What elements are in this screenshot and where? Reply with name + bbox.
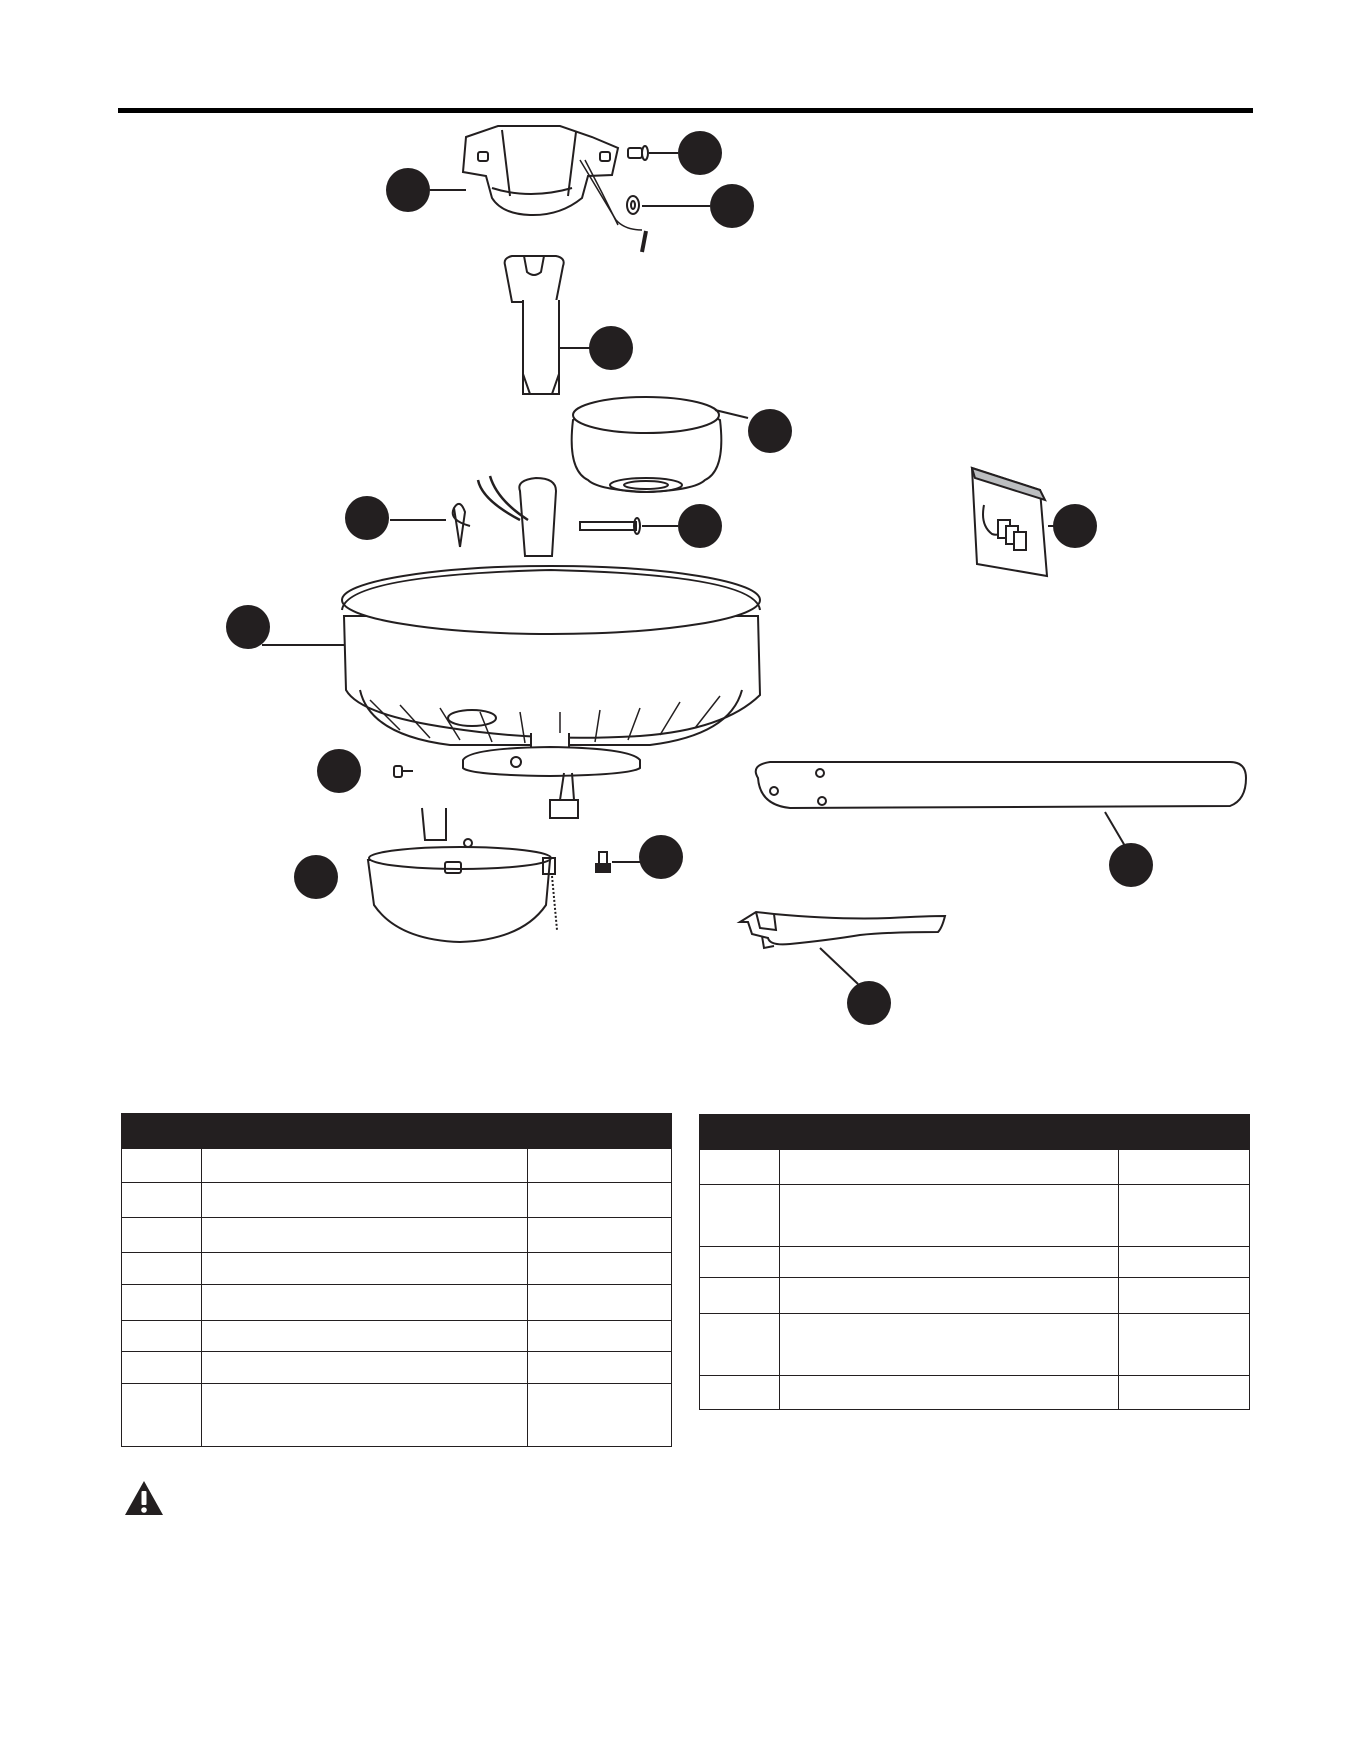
table-row [122, 1384, 672, 1447]
header-quantity [1118, 1115, 1249, 1150]
cell-part [122, 1285, 202, 1321]
callout-lock-washer [710, 184, 754, 228]
cell-part [122, 1253, 202, 1285]
wire-connector-drawing [596, 852, 640, 872]
table-row [122, 1183, 672, 1218]
cell-part [700, 1185, 780, 1247]
cell-part [122, 1218, 202, 1253]
table-row [700, 1185, 1250, 1247]
cell-quantity [527, 1285, 671, 1321]
table-row [122, 1218, 672, 1253]
hairpin-clip-drawing [390, 504, 470, 547]
cell-part [700, 1278, 780, 1314]
table-row [122, 1285, 672, 1321]
cell-part [122, 1384, 202, 1447]
cell-quantity [527, 1218, 671, 1253]
callout-switch-housing [294, 855, 338, 899]
header-description [779, 1115, 1118, 1150]
callout-downrod [589, 326, 633, 370]
cell-part [700, 1376, 780, 1410]
table-row [700, 1376, 1250, 1410]
cell-quantity [1118, 1150, 1249, 1185]
cell-quantity [527, 1149, 671, 1183]
header-description [201, 1114, 527, 1149]
callout-bracket-screw [678, 131, 722, 175]
callout-mounting-bracket [386, 168, 430, 212]
fan-blade-drawing [756, 762, 1246, 846]
cell-description [201, 1253, 527, 1285]
table-row [700, 1150, 1250, 1185]
cell-quantity [527, 1253, 671, 1285]
switch-housing-screw-drawing [394, 766, 413, 777]
callout-canopy [748, 409, 792, 453]
warning-triangle-icon [124, 1480, 164, 1516]
cell-part [700, 1150, 780, 1185]
hardware-bag-drawing [972, 468, 1047, 576]
table-header-row [122, 1114, 672, 1149]
cell-quantity [527, 1352, 671, 1384]
table-row [122, 1321, 672, 1352]
callout-wire-connector [639, 835, 683, 879]
callout-hairpin-clip [345, 496, 389, 540]
table-row [700, 1314, 1250, 1376]
cell-part [122, 1352, 202, 1384]
cell-description [779, 1376, 1118, 1410]
cell-description [201, 1183, 527, 1218]
cell-description [779, 1314, 1118, 1376]
parts-table-right [699, 1114, 1250, 1410]
callout-hardware-bag [1053, 504, 1097, 548]
cell-quantity [1118, 1185, 1249, 1247]
cell-part [122, 1149, 202, 1183]
callout-fan-blade [1109, 843, 1153, 887]
table-header-row [700, 1115, 1250, 1150]
header-part [122, 1114, 202, 1149]
cell-description [779, 1150, 1118, 1185]
cell-part [122, 1183, 202, 1218]
cell-quantity [1118, 1278, 1249, 1314]
cell-description [201, 1149, 527, 1183]
header-part [700, 1115, 780, 1150]
canopy-drawing [572, 397, 748, 492]
callout-motor-housing [226, 605, 270, 649]
switch-housing-drawing [368, 808, 557, 942]
cell-description [201, 1218, 527, 1253]
table-row [122, 1149, 672, 1183]
cell-description [779, 1247, 1118, 1278]
cell-quantity [1118, 1314, 1249, 1376]
cell-quantity [527, 1384, 671, 1447]
cell-quantity [1118, 1376, 1249, 1410]
cell-quantity [1118, 1247, 1249, 1278]
cell-part [700, 1247, 780, 1278]
cell-description [201, 1384, 527, 1447]
table-row [700, 1278, 1250, 1314]
cell-description [779, 1278, 1118, 1314]
callout-switch-housing-screw [317, 749, 361, 793]
blade-arm-drawing [740, 912, 945, 984]
cell-description [201, 1285, 527, 1321]
parts-table-left [121, 1113, 672, 1447]
cell-description [779, 1185, 1118, 1247]
table-row [700, 1247, 1250, 1278]
cell-description [201, 1352, 527, 1384]
cell-part [122, 1321, 202, 1352]
warning-notice [124, 1478, 178, 1518]
table-row [122, 1352, 672, 1384]
mounting-bracket-drawing [463, 126, 646, 252]
table-row [122, 1253, 672, 1285]
callout-blade-arm [847, 981, 891, 1025]
downrod-drawing [505, 256, 590, 394]
header-quantity [527, 1114, 671, 1149]
clevis-pin-drawing [580, 518, 678, 534]
cell-quantity [527, 1183, 671, 1218]
cell-part [700, 1314, 780, 1376]
callout-clevis-pin [678, 504, 722, 548]
cell-description [201, 1321, 527, 1352]
lock-washer-drawing [627, 196, 710, 214]
cell-quantity [527, 1321, 671, 1352]
bracket-screw-drawing [628, 146, 678, 160]
